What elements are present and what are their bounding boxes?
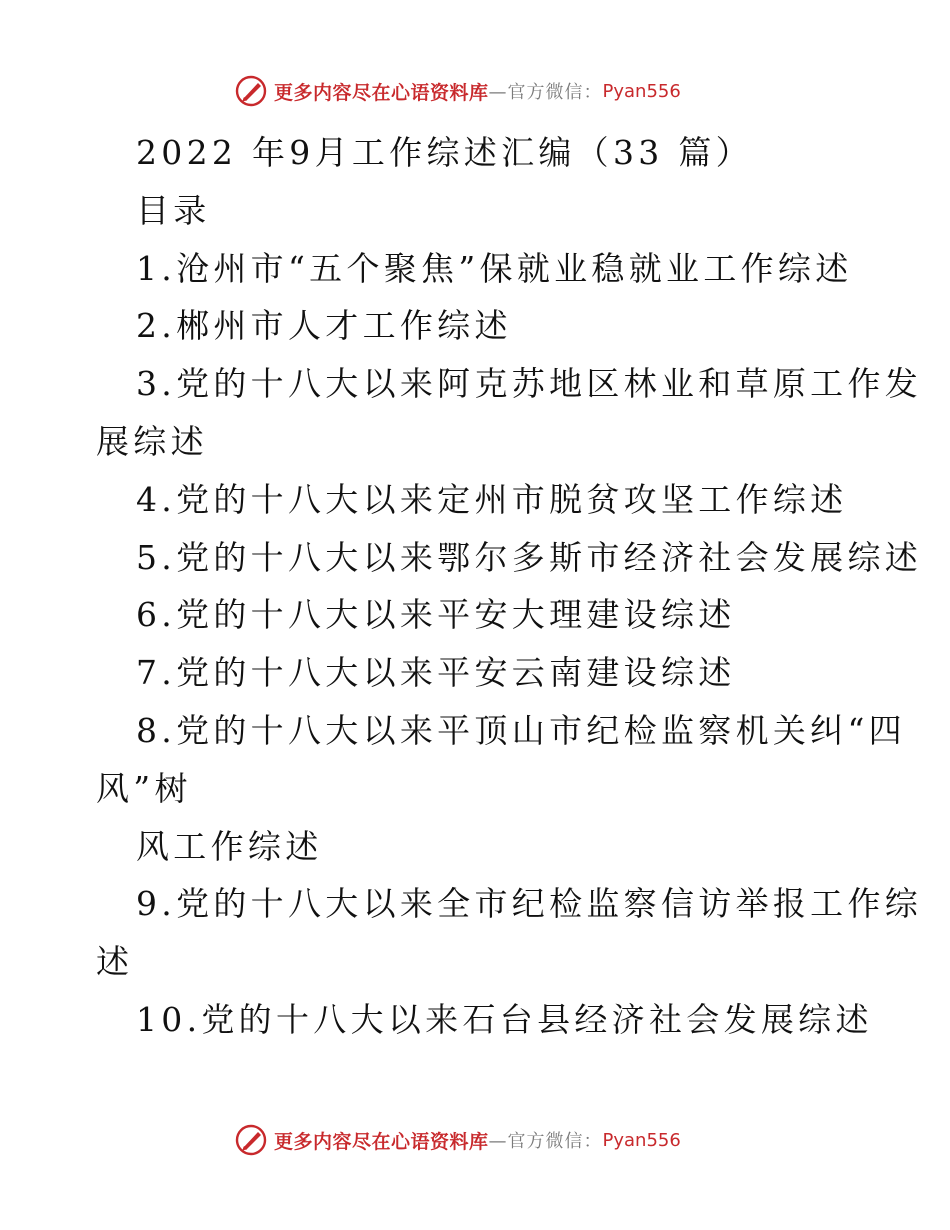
toc-item: 1.沧州市“五个聚焦”保就业稳就业工作综述 bbox=[136, 248, 853, 288]
toc-item: 3.党的十八大以来阿克苏地区林业和草原工作发 bbox=[136, 364, 923, 404]
toc-item-continuation: 风”树 bbox=[96, 768, 192, 808]
quill-logo-icon bbox=[234, 1123, 268, 1157]
toc-item: 8.党的十八大以来平顶山市纪检监察机关纠“四 bbox=[136, 710, 906, 750]
toc-item: 10.党的十八大以来石台县经济社会发展综述 bbox=[136, 999, 873, 1039]
watermark-wechat-id: Pyan556 bbox=[602, 1129, 681, 1151]
watermark-official-label: —官方微信： bbox=[488, 1131, 603, 1152]
toc-item: 2.郴州市人才工作综述 bbox=[136, 306, 512, 346]
watermark-brand: 更多内容尽在心语资料库 bbox=[274, 1130, 489, 1153]
watermark-brand: 更多内容尽在心语资料库 bbox=[274, 81, 489, 104]
toc-item-continuation: 述 bbox=[96, 942, 134, 982]
toc-item: 4.党的十八大以来定州市脱贫攻坚工作综述 bbox=[136, 479, 848, 519]
quill-logo-icon bbox=[234, 74, 268, 108]
document-body bbox=[96, 124, 923, 1049]
toc-item: 9.党的十八大以来全市纪检监察信访举报工作综 bbox=[136, 884, 923, 924]
watermark-official-label: —官方微信： bbox=[488, 82, 603, 103]
header-watermark bbox=[234, 74, 681, 108]
toc-heading: 目录 bbox=[136, 190, 211, 230]
toc-item: 6.党的十八大以来平安大理建设综述 bbox=[136, 595, 736, 635]
toc-item: 5.党的十八大以来鄂尔多斯市经济社会发展综述 bbox=[136, 537, 923, 577]
footer-watermark bbox=[234, 1123, 681, 1157]
toc-item: 7.党的十八大以来平安云南建设综述 bbox=[136, 653, 736, 693]
watermark-wechat-id: Pyan556 bbox=[602, 80, 681, 102]
document-title: 2022 年9月工作综述汇编（33 篇） bbox=[136, 133, 753, 172]
toc-item-continuation: 风工作综述 bbox=[136, 826, 323, 866]
toc-item-continuation: 展综述 bbox=[96, 421, 208, 461]
